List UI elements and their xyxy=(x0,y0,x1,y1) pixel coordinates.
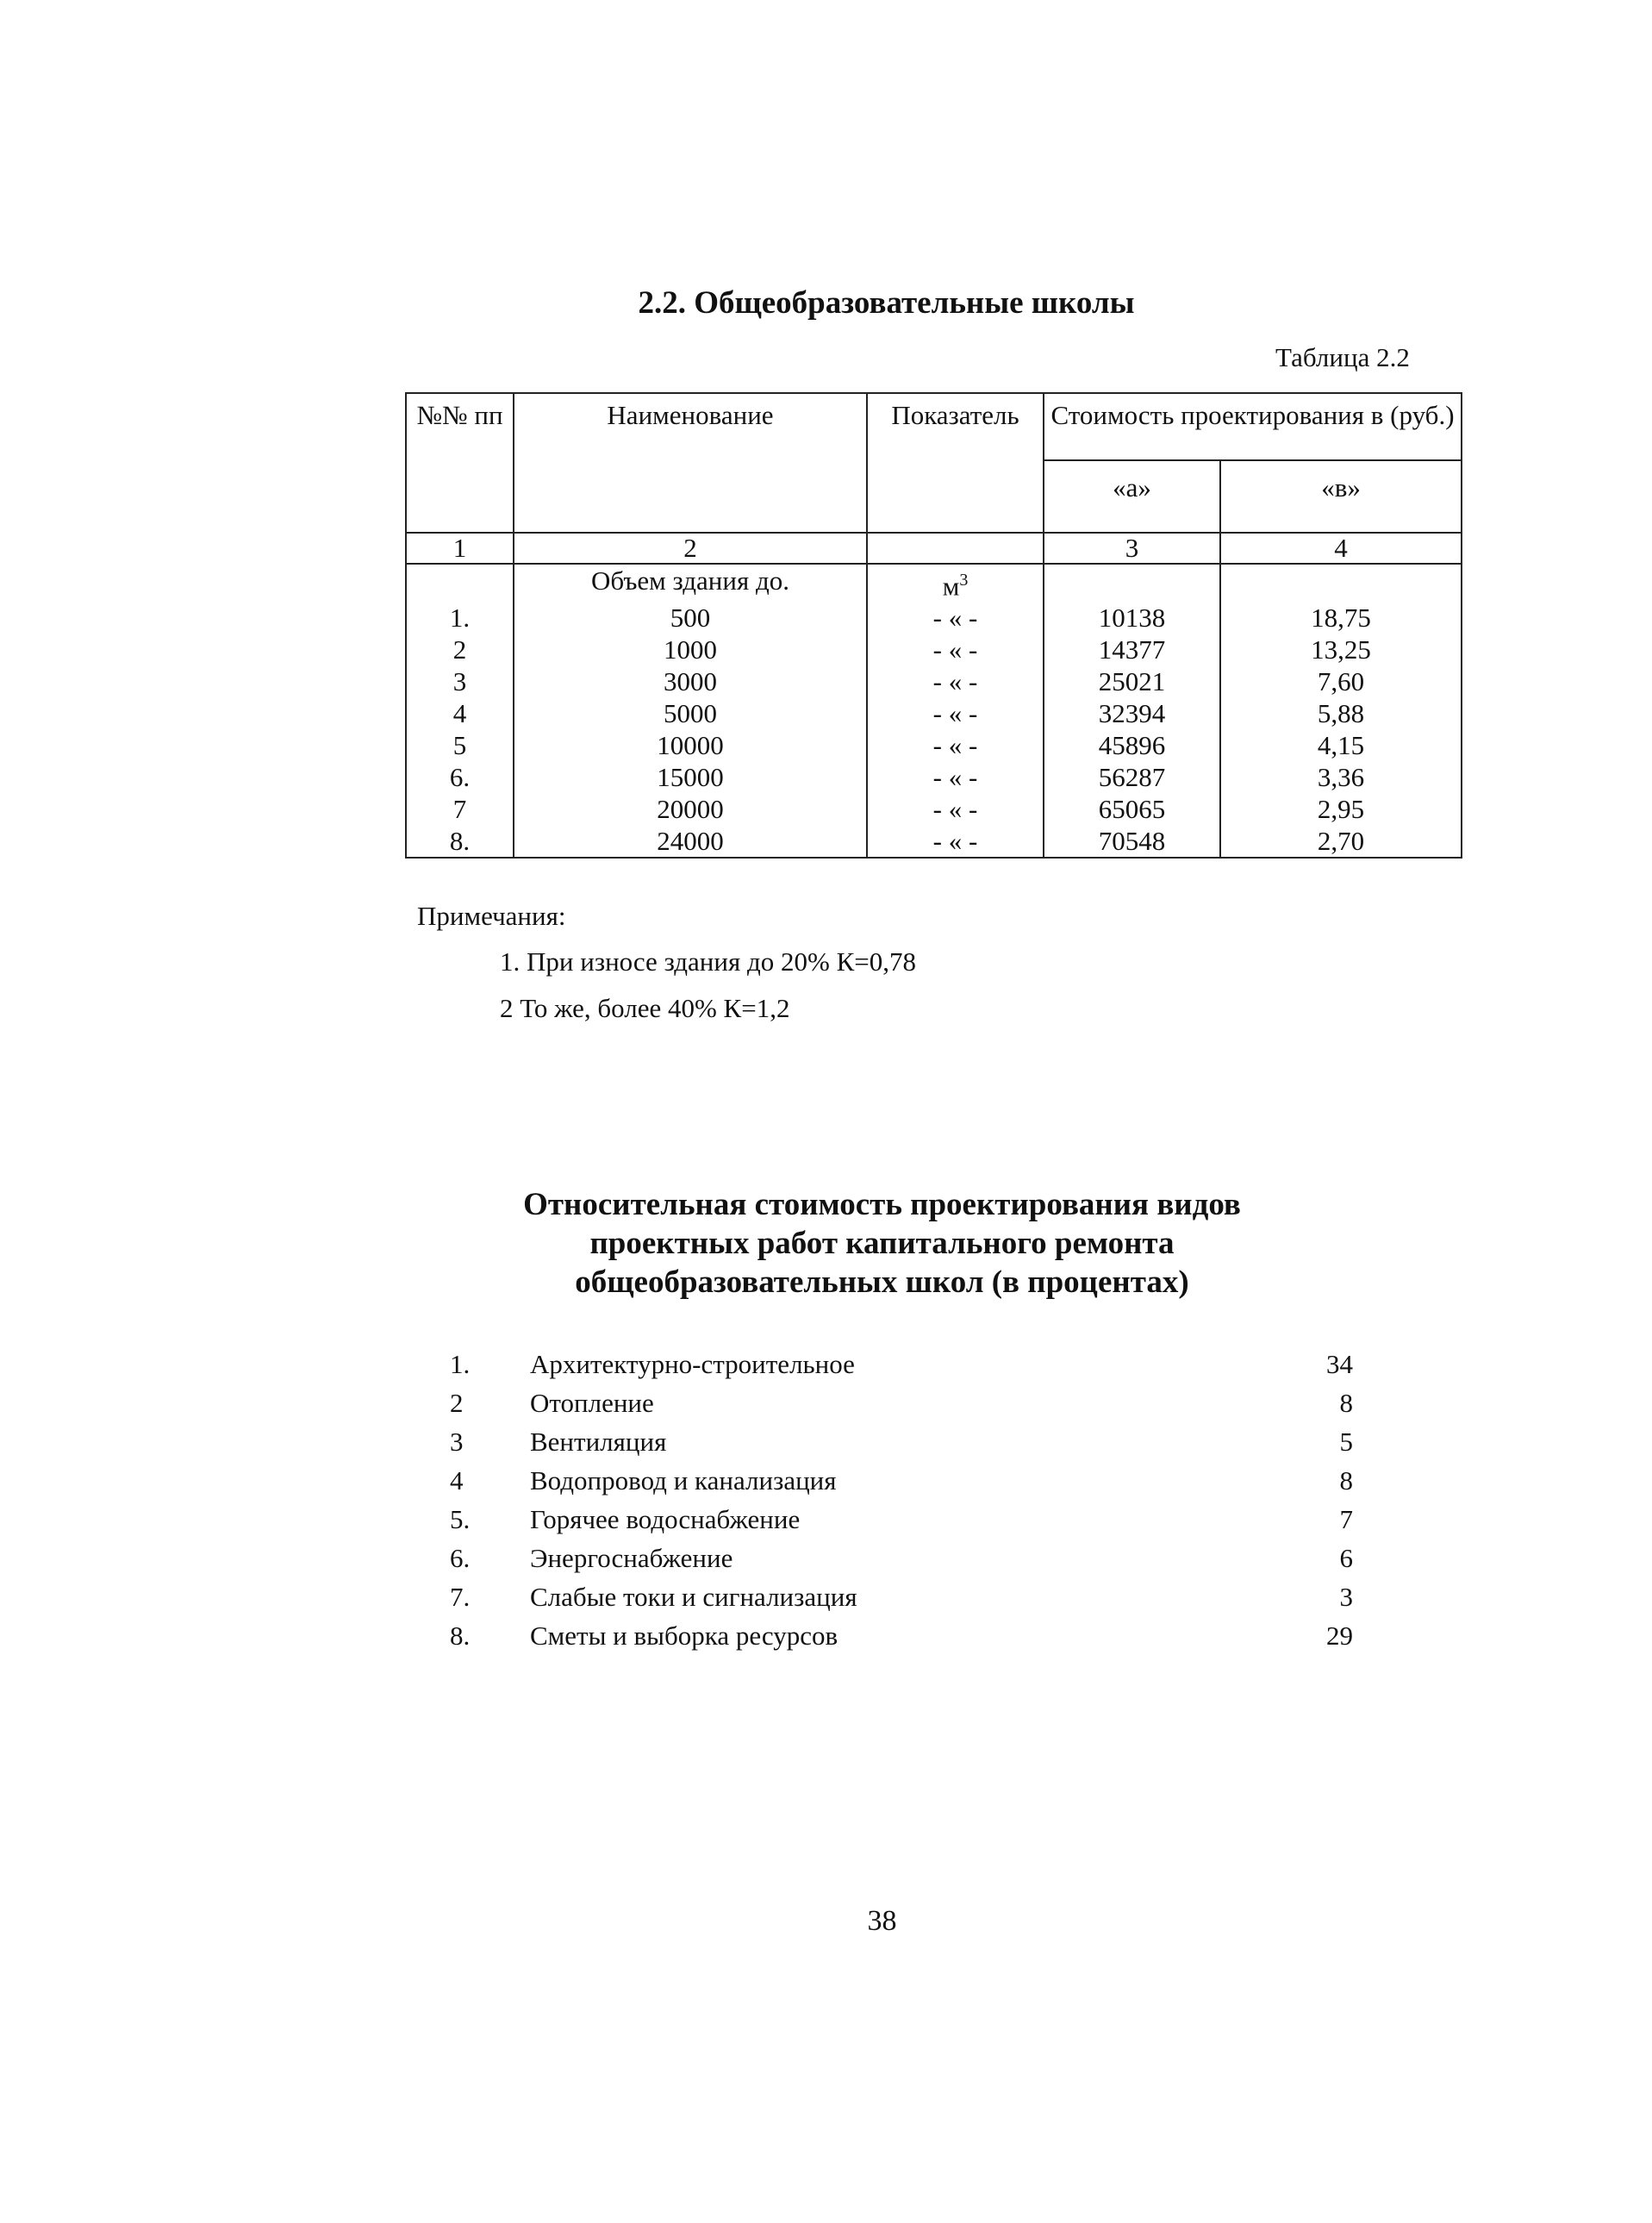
list-item xyxy=(0,1427,1652,1465)
cell-a: 25021 xyxy=(1044,665,1220,697)
item-name: Отопление xyxy=(530,1388,654,1418)
item-name: Архитектурно-строительное xyxy=(530,1349,855,1379)
cell-name: 5000 xyxy=(514,697,867,729)
relative-cost-list xyxy=(0,1349,1652,1659)
cell-b: 2,95 xyxy=(1220,793,1462,825)
table-row xyxy=(406,634,1462,665)
item-value: 8 xyxy=(1339,1388,1353,1418)
cell-name: 24000 xyxy=(514,825,867,858)
item-num: 2 xyxy=(450,1388,464,1418)
item-value: 6 xyxy=(1339,1543,1353,1573)
header-col-a: «а» xyxy=(1044,460,1220,533)
cell-a: 65065 xyxy=(1044,793,1220,825)
cell-indicator: - « - xyxy=(867,825,1044,858)
item-num: 7. xyxy=(450,1582,471,1612)
col-number: 2 xyxy=(514,533,867,564)
cell-indicator: - « - xyxy=(867,761,1044,793)
note-item: 2 То же, более 40% К=1,2 xyxy=(500,993,790,1023)
list-item xyxy=(0,1620,1652,1659)
col-number: 1 xyxy=(406,533,514,564)
cell-num: 3 xyxy=(406,665,514,697)
col-number: 3 xyxy=(1044,533,1220,564)
cell-name: 3000 xyxy=(514,665,867,697)
cell-num: 5 xyxy=(406,729,514,761)
list-item xyxy=(0,1349,1652,1388)
item-name: Энергоснабжение xyxy=(530,1543,733,1573)
col-number: 4 xyxy=(1220,533,1462,564)
item-name: Водопровод и канализация xyxy=(530,1465,837,1496)
item-num: 1. xyxy=(450,1349,471,1379)
table-group-row xyxy=(406,564,1462,602)
title-line: проектных работ капитального ремонта xyxy=(589,1226,1175,1261)
cell-b: 3,36 xyxy=(1220,761,1462,793)
relative-cost-title xyxy=(0,1185,1652,1302)
list-item xyxy=(0,1388,1652,1427)
cell-a: 14377 xyxy=(1044,634,1220,665)
cell-a: 10138 xyxy=(1044,602,1220,634)
cell-indicator: - « - xyxy=(867,793,1044,825)
table-row xyxy=(406,665,1462,697)
list-item xyxy=(0,1465,1652,1504)
item-value: 34 xyxy=(1326,1349,1353,1379)
item-value: 5 xyxy=(1339,1427,1353,1457)
cell-name: 500 xyxy=(514,602,867,634)
item-value: 8 xyxy=(1339,1465,1353,1496)
header-col-b: «в» xyxy=(1220,460,1462,533)
cell-a: 56287 xyxy=(1044,761,1220,793)
cell-indicator: - « - xyxy=(867,634,1044,665)
table-label: Таблица 2.2 xyxy=(1275,342,1410,372)
cell-num: 4 xyxy=(406,697,514,729)
cell-a: 45896 xyxy=(1044,729,1220,761)
header-indicator: Показатель xyxy=(867,393,1044,533)
item-num: 6. xyxy=(450,1543,471,1573)
cell-num: 7 xyxy=(406,793,514,825)
cell-a: 70548 xyxy=(1044,825,1220,858)
section-title: 2.2. Общеобразовательные школы xyxy=(638,285,1135,321)
cell-num: 8. xyxy=(406,825,514,858)
col-number xyxy=(867,533,1044,564)
title-line: Относительная стоимость проектирования видов xyxy=(523,1187,1241,1222)
unit-superscript: 3 xyxy=(959,571,969,590)
table-row xyxy=(406,825,1462,858)
cell-indicator: - « - xyxy=(867,697,1044,729)
item-value: 7 xyxy=(1339,1504,1353,1534)
cell-b: 18,75 xyxy=(1220,602,1462,634)
item-name: Сметы и выборка ресурсов xyxy=(530,1620,838,1651)
item-name: Вентиляция xyxy=(530,1427,667,1457)
table-row xyxy=(406,761,1462,793)
page-number: 38 xyxy=(867,1905,897,1937)
cell-b: 13,25 xyxy=(1220,634,1462,665)
table-row xyxy=(406,697,1462,729)
cell-b: 7,60 xyxy=(1220,665,1462,697)
cell-b: 2,70 xyxy=(1220,825,1462,858)
note-item: 1. При износе здания до 20% К=0,78 xyxy=(500,946,916,977)
header-num: №№ пп xyxy=(406,393,514,533)
cost-table xyxy=(405,392,1462,859)
table-row xyxy=(406,602,1462,634)
cell-name: 20000 xyxy=(514,793,867,825)
item-num: 5. xyxy=(450,1504,471,1534)
cell-num: 6. xyxy=(406,761,514,793)
cell-name: 10000 xyxy=(514,729,867,761)
item-value: 29 xyxy=(1326,1620,1353,1651)
table-row xyxy=(406,729,1462,761)
cell-b: 5,88 xyxy=(1220,697,1462,729)
cell-name: 15000 xyxy=(514,761,867,793)
cell-indicator: - « - xyxy=(867,729,1044,761)
group-unit xyxy=(867,564,1044,602)
list-item xyxy=(0,1504,1652,1543)
cell-num: 1. xyxy=(406,602,514,634)
unit-text: м xyxy=(942,571,960,602)
cell-indicator: - « - xyxy=(867,665,1044,697)
item-name: Горячее водоснабжение xyxy=(530,1504,801,1534)
cell-indicator: - « - xyxy=(867,602,1044,634)
header-name: Наименование xyxy=(514,393,867,533)
list-item xyxy=(0,1543,1652,1582)
item-num: 8. xyxy=(450,1620,471,1651)
item-num: 4 xyxy=(450,1465,464,1496)
notes-heading: Примечания: xyxy=(417,901,566,931)
cell-b: 4,15 xyxy=(1220,729,1462,761)
item-num: 3 xyxy=(450,1427,464,1457)
list-item xyxy=(0,1582,1652,1620)
item-name: Слабые токи и сигнализация xyxy=(530,1582,857,1612)
cell-name: 1000 xyxy=(514,634,867,665)
table-row xyxy=(406,793,1462,825)
cell-a: 32394 xyxy=(1044,697,1220,729)
title-line: общеобразовательных школ (в процентах) xyxy=(575,1264,1189,1300)
cell-num: 2 xyxy=(406,634,514,665)
header-cost: Стоимость проектирования в (руб.) xyxy=(1044,393,1462,460)
group-label: Объем здания до. xyxy=(514,564,867,602)
item-value: 3 xyxy=(1339,1582,1353,1612)
